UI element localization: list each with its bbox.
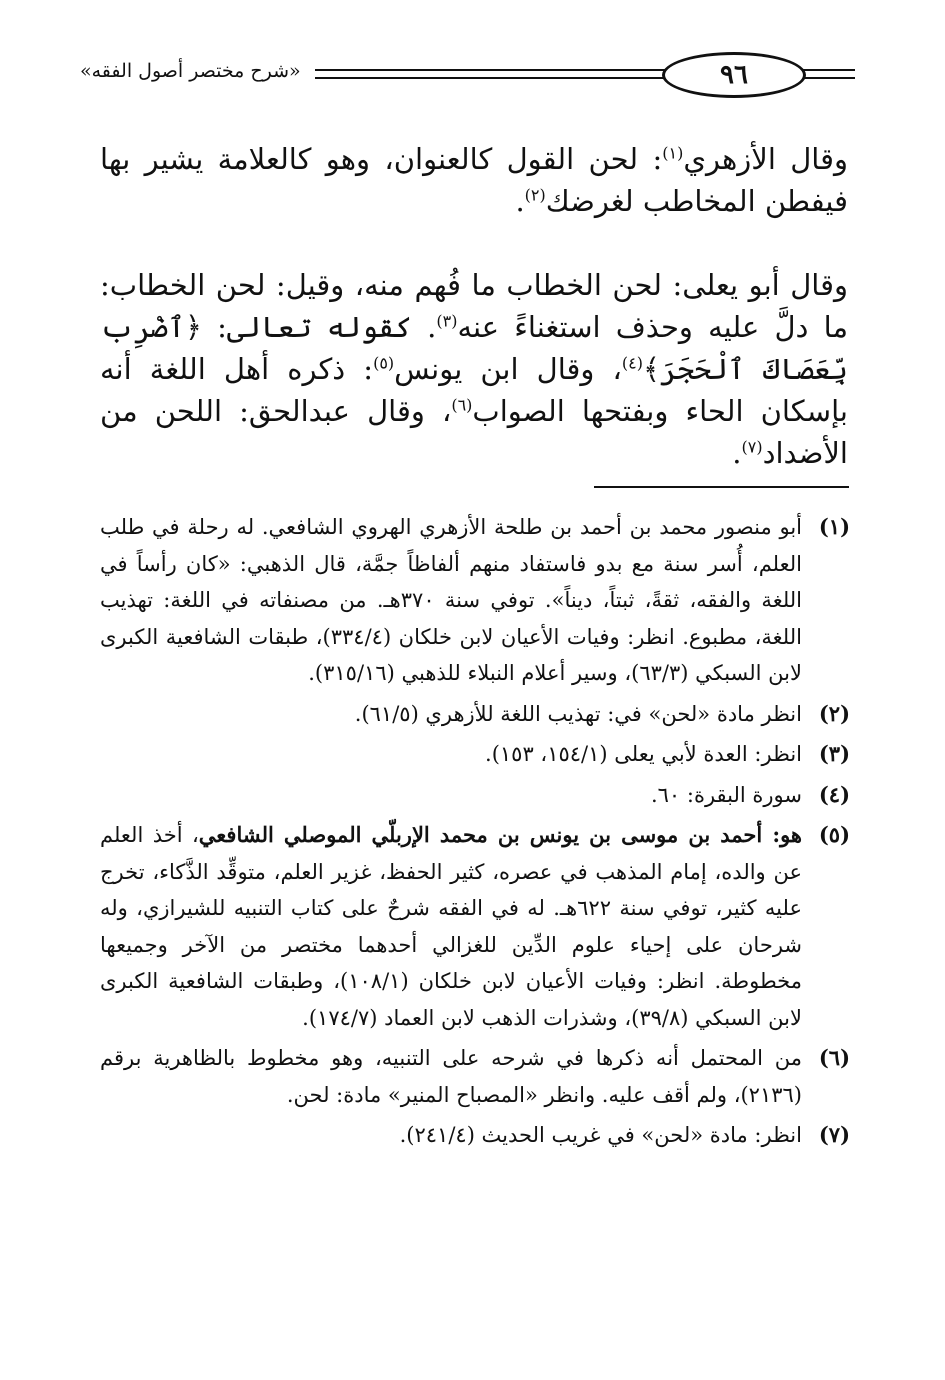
footnote-text: انظر مادة «لحن» في: تهذيب اللغة للأزهري (٦١/٥).	[354, 701, 802, 726]
text-segment: . كقوله تعالى: ﴿ٱضْرِب بِّعَصَاكَ ٱلْحَجَرَ﴾	[100, 310, 848, 386]
footnote-marker: (٥)	[373, 353, 395, 373]
text-segment: : ذكره أهل اللغة أنه بإسكان الحاء وبفتحها الصواب	[100, 352, 848, 428]
header-rule	[315, 69, 665, 71]
footnote-text: أبو منصور محمد بن أحمد بن طلحة الأزهري الهروي الشافعي. له رحلة في طلب العلم، أُسر سنة مع بدو فاستفاد منهم ألفاظاً جمَّة، قال الذهبي: «كان رأساً في اللغة والفقه، ثقةً، ثبتاً، ديناً». توفي سنة ٣٧٠هـ. من مصنفاته في اللغة: تهذيب اللغة، مطبوع. انظر: وفيات الأعيان لابن خلكان (٣٣٤/٤)، طبقات الشافعية الكبرى لابن السبكي (٦٣/٣)، وسير أعلام النبلاء للذهبي (٣١٥/١٦).	[100, 515, 803, 685]
footnote-marker: (٤)	[621, 353, 643, 373]
footnote-marker: (٢)	[524, 185, 546, 205]
footnote-number: (٣)	[818, 741, 850, 766]
footnote-7	[100, 1117, 850, 1154]
footnote-5	[100, 817, 850, 1036]
page-number: ٩٦	[662, 52, 806, 98]
footnote-text: ، أخذ العلم عن والده، إمام المذهب في عصره، كثير الحفظ، غزير العلم، متوقِّد الذَّكاء، تخرج عليه كثير، توفي سنة ٦٢٢هـ. له في الفقه شرحٌ على كتاب التنبيه للشيرازي، وله شرحان على إحياء علوم الدِّين للغزالي أحدهما مختصر من الآخر وجميعها مخطوطة. انظر: وفيات الأعيان لابن خلكان (١٠٨/١)، وطبقات الشافعية الكبرى لابن السبكي (٣٩/٨)، وشذرات الذهب لابن العماد (١٧٤/٧).	[100, 823, 802, 1030]
footnotes	[100, 509, 850, 1158]
footnote-text: من المحتمل أنه ذكرها في شرحه على التنبيه، وهو مخطوط بالظاهرية برقم (٢١٣٦)، ولم أقف عليه. وانظر «المصباح المنير» مادة: لحن.	[100, 1046, 802, 1107]
text-segment: وقال الأزهري	[683, 142, 848, 176]
text-segment: .	[732, 436, 742, 470]
footnote-number: (٢)	[818, 700, 850, 726]
footnote-marker: (٦)	[451, 395, 473, 415]
header-rule	[800, 69, 855, 71]
page-header	[80, 52, 855, 104]
footnote-number: (٥)	[818, 822, 850, 847]
text-segment: وقال أبو يعلى: لحن الخطاب ما فُهم منه، وقيل: لحن الخطاب: ما دلَّ عليه وحذف استغناءً عنه	[100, 268, 848, 344]
footnote-number: (١)	[818, 514, 850, 539]
footnote-number: (٧)	[818, 1122, 850, 1147]
footnote-4	[100, 777, 850, 814]
footnote-number: (٦)	[818, 1045, 850, 1070]
footnote-marker: (٣)	[436, 311, 458, 331]
header-rule	[315, 77, 665, 79]
paragraph-2	[100, 264, 848, 474]
footnote-2	[100, 696, 850, 733]
footnote-marker: (٧)	[741, 437, 763, 457]
footnote-bold-name: هو: أحمد بن موسى بن يونس بن محمد الإربلّي الموصلي الشافعي	[198, 822, 802, 847]
text-segment: ، وقال ابن يونس	[394, 352, 622, 386]
text-segment: .	[515, 184, 525, 218]
footnote-6	[100, 1040, 850, 1113]
text-segment: : لحن القول كالعنوان، وهو كالعلامة يشير بها فيفطن المخاطب لغرضك	[100, 142, 848, 218]
footnote-number: (٤)	[818, 781, 850, 807]
footnote-text: انظر: العدة لأبي يعلى (١٥٤/١، ١٥٣).	[485, 742, 802, 766]
header-rule	[800, 77, 855, 79]
footnote-text: سورة البقرة: ٦٠.	[650, 782, 802, 807]
footnote-3	[100, 736, 850, 773]
footnote-separator	[594, 486, 849, 488]
text-segment: ، وقال عبدالحق: اللحن من الأضداد	[100, 394, 848, 470]
footnote-marker: (١)	[662, 143, 684, 163]
footnote-1	[100, 509, 850, 692]
running-title: «شرح مختصر أصول الفقه»	[80, 60, 301, 82]
footnote-text: انظر: مادة «لحن» في غريب الحديث (٢٤١/٤).	[399, 1123, 802, 1147]
paragraph-1	[100, 138, 848, 222]
